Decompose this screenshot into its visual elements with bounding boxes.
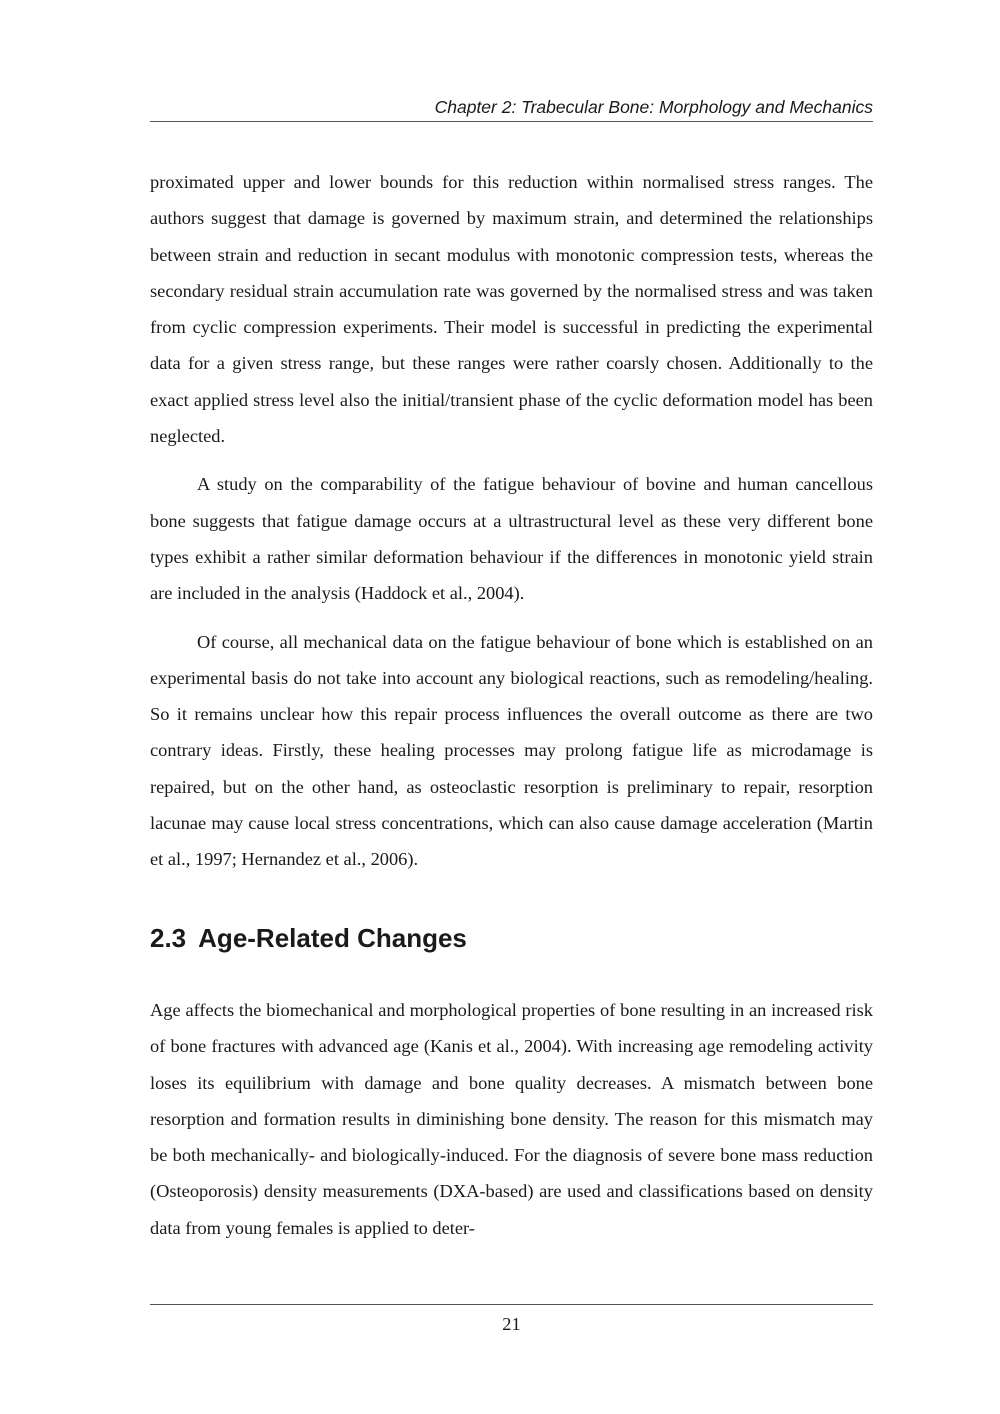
paragraph-4: Age affects the biomechanical and morphological properties of bone resulting in an increased risk of bone fractures with advanced age (Kanis et al., 2004). With increasing age remodeling activity loses its equilibrium with damage and bone quality decreases. A mismatch between bone resorption and formation results in diminishing bone density. The reason for this mismatch may be both mechanically- and biologically-induced. For the diagnosis of severe bone mass reduction (Osteoporosis) density measurements (DXA-based) are used and classifications based on density data from young females is applied to deter- — [150, 1000, 873, 1238]
paragraph-1: proximated upper and lower bounds for this reduction within normalised stress ranges. The authors suggest that damage is governed by maximum strain, and determined the relationships between strain and reduction in secant modulus with monotonic compression tests, whereas the secondary residual strain accumulation rate was governed by the normalised stress and was taken from cyclic compression experiments. Their model is successful in predicting the experimental data for a given stress range, but these ranges were rather coarsly chosen. Additionally to the exact applied stress level also the initial/transient phase of the cyclic deformation model has been neglected. — [150, 172, 873, 447]
body-text-upper — [150, 164, 873, 878]
section-heading — [150, 920, 467, 956]
paragraph-3: Of course, all mechanical data on the fatigue behaviour of bone which is established on an experimental basis do not take into account any biological reactions, such as remodeling/healing. So it remains unclear how this repair process influences the overall outcome as there are two contrary ideas. Firstly, these healing processes may prolong fatigue life as microdamage is repaired, but on the other hand, as osteoclastic resorption is preliminary to repair, resorption lacunae may cause local stress concentrations, which can also cause damage acceleration (Martin et al., 1997; Hernandez et al., 2006). — [150, 631, 873, 870]
paragraph-2: A study on the comparability of the fatigue behaviour of bovine and human cancellous bone suggests that fatigue damage occurs at a ultrastructural level as these very different bone types exhibit a rather similar deformation behaviour if the differences in monotonic yield strain are included in the analysis (Haddock et al., 2004). — [150, 474, 873, 604]
body-text-lower — [150, 992, 873, 1246]
page-number: 21 — [502, 1314, 521, 1334]
section-title: Age-Related Changes — [198, 923, 467, 953]
section-number: 2.3 — [150, 923, 187, 953]
footer-rule — [150, 1304, 873, 1305]
running-header: Chapter 2: Trabecular Bone: Morphology and Mechanics — [434, 97, 873, 117]
header-rule — [150, 121, 873, 122]
